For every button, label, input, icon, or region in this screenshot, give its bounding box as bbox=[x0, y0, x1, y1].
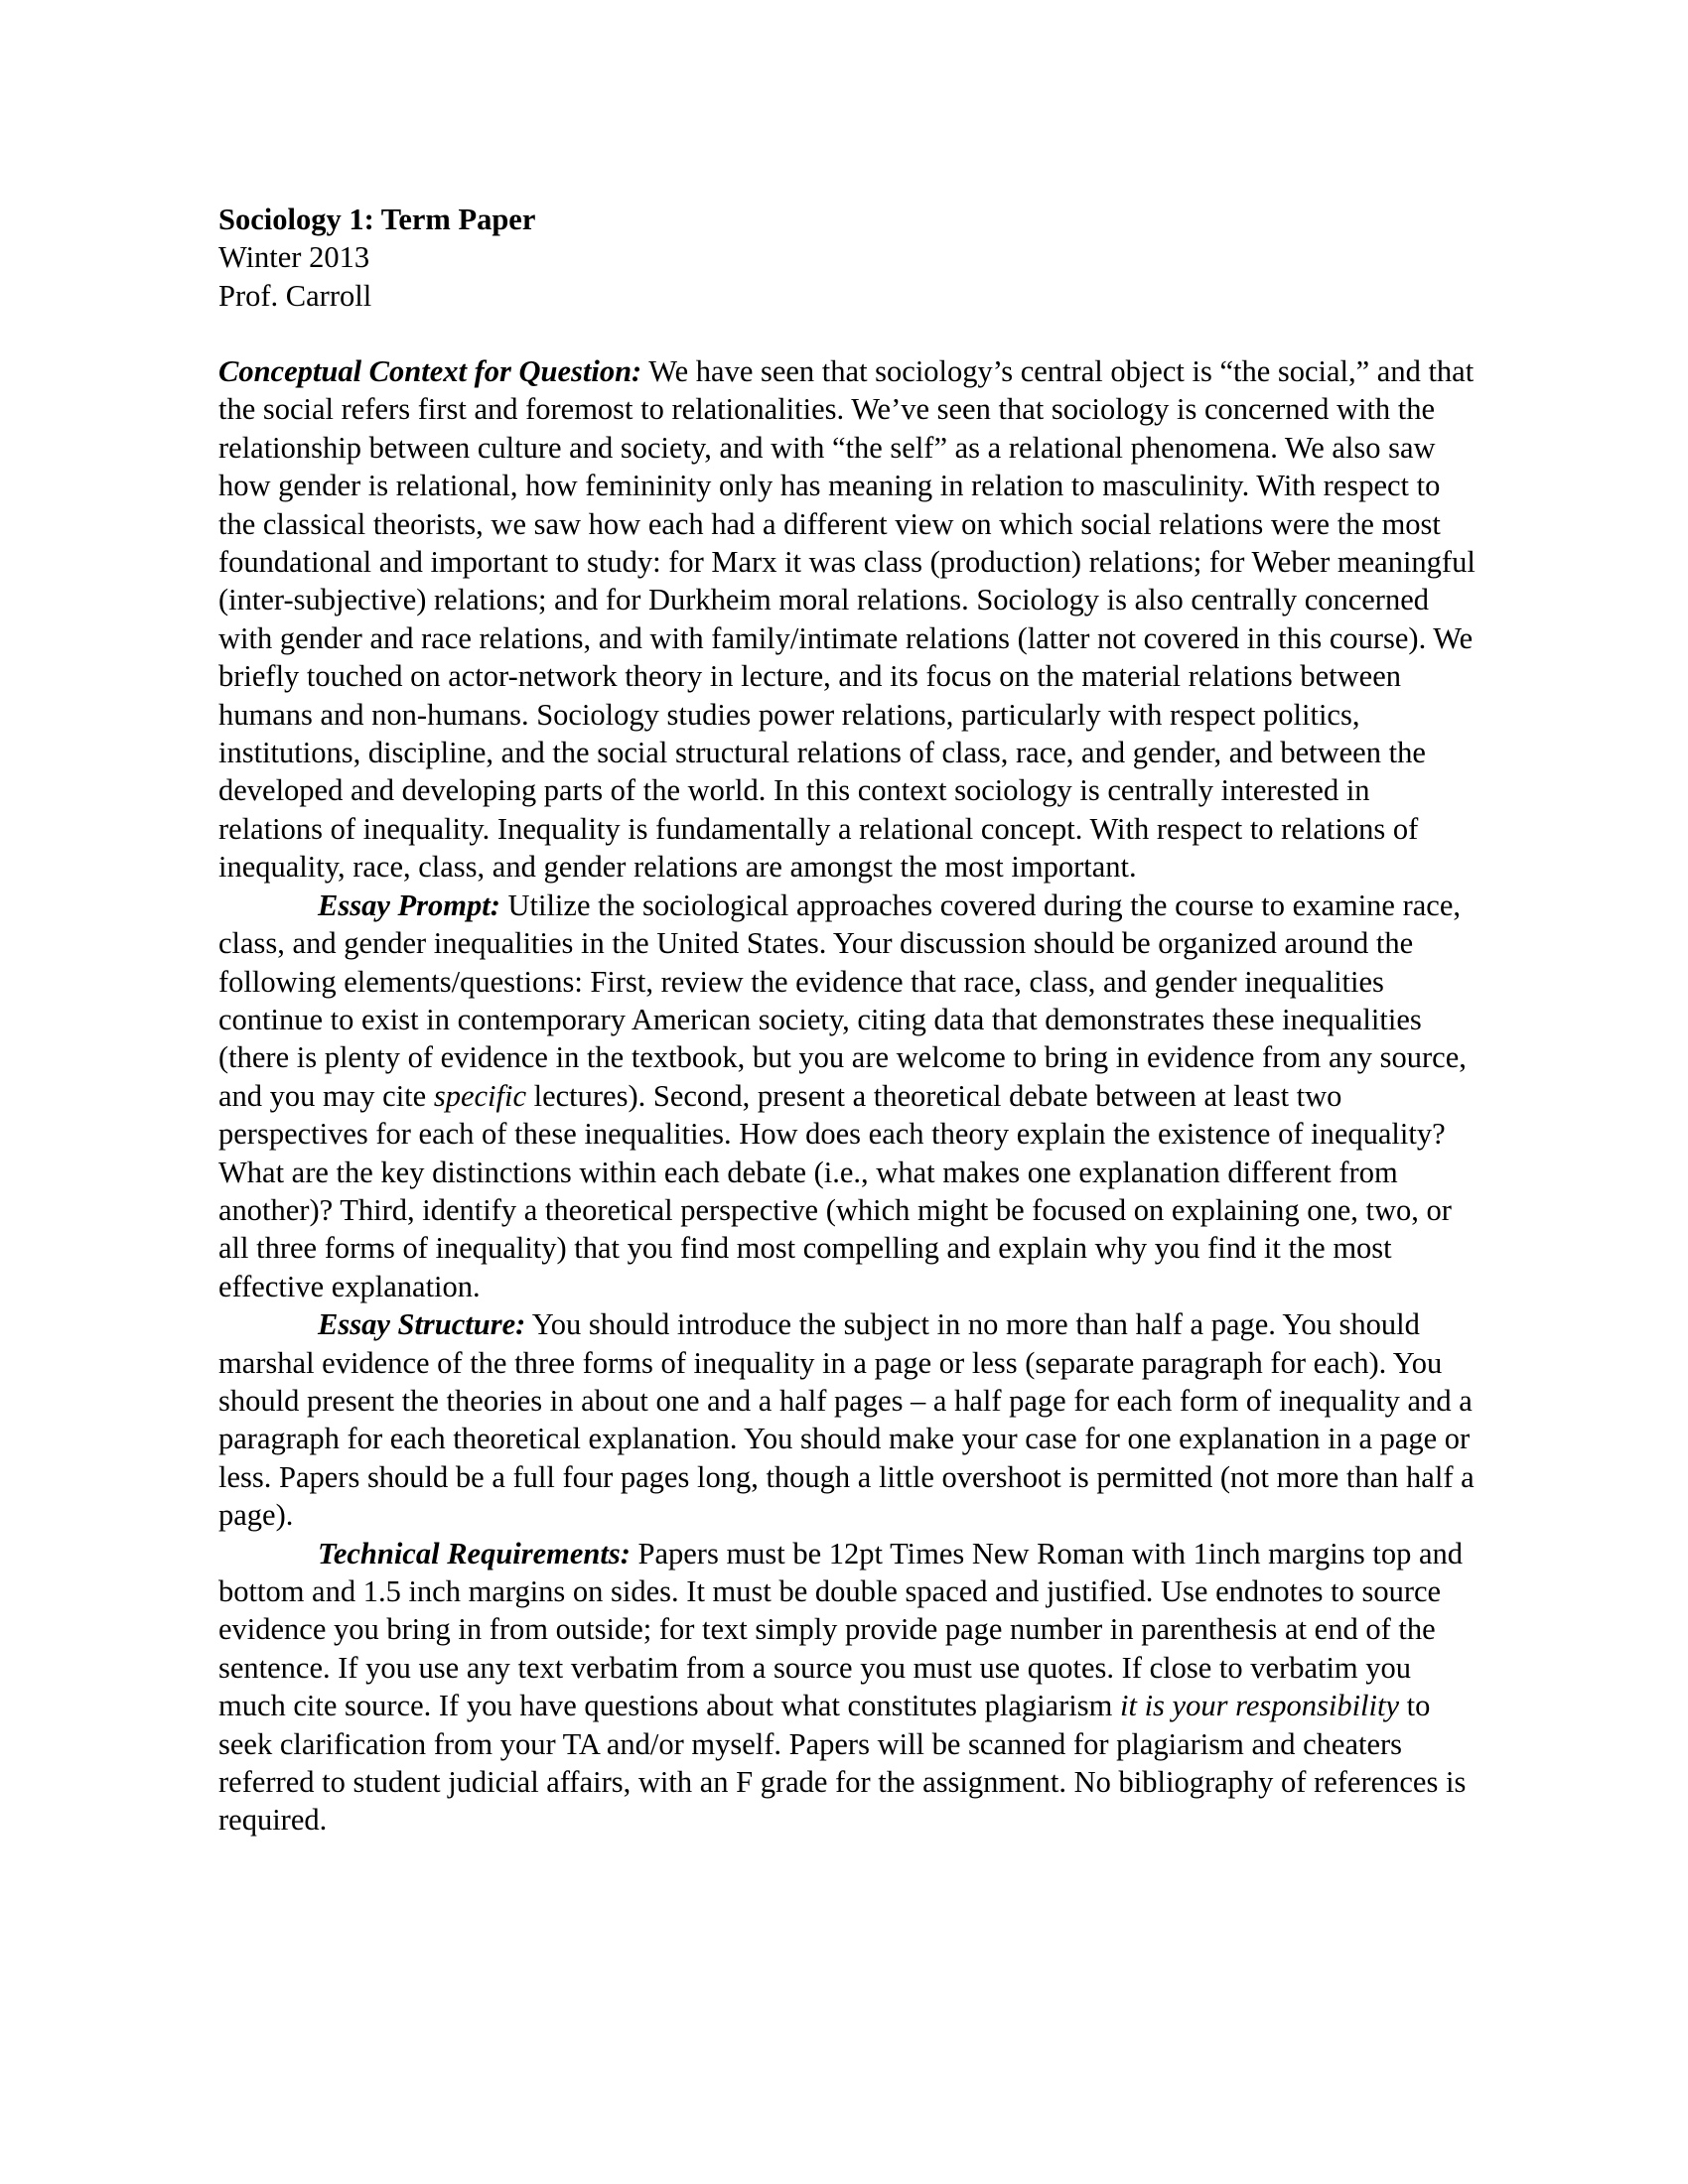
term-label: Winter 2013 bbox=[218, 240, 370, 275]
document-header bbox=[218, 201, 1479, 315]
essay-prompt-text-part2: lectures). Second, present a theoretical debate between at least two perspectives for each of these inequalities. How does each theory explain the existence of inequality? What are the key distinctions within each debate (i.e., what makes one explanation different from another)? Third, identify a theoretical perspective (which might be focused on explaining one, two, or all three forms of inequality) that you find most compelling and explain why you find it the most effective explanation. bbox=[218, 1078, 1452, 1303]
assignment-body bbox=[218, 352, 1479, 1840]
essay-prompt-paragraph bbox=[218, 887, 1479, 1305]
essay-prompt-label: Essay Prompt: bbox=[318, 887, 500, 922]
essay-prompt-text-part1: Utilize the sociological approaches covered during the course to examine race, class, and gender inequalities in the United States. Your discussion should be organized around the following elements/questions: First, review the evidence that race, class, and gender inequalities continue to exist in contemporary American society, citing data that demonstrates these inequalities (there is plenty of evidence in the textbook, but you are welcome to bring in evidence from any source, and you may cite bbox=[218, 887, 1467, 1113]
conceptual-context-label: Conceptual Context for Question: bbox=[218, 354, 642, 388]
course-title: Sociology 1: Term Paper bbox=[218, 203, 536, 236]
essay-prompt-emphasis: specific bbox=[433, 1078, 526, 1113]
essay-structure-label: Essay Structure: bbox=[318, 1307, 526, 1342]
essay-structure-text: You should introduce the subject in no more than half a page. You should marshal evidence of the three forms of inequality in a page or less (separate paragraph for each). You should present the theories in about one and a half pages – a half page for each form of inequality and a paragraph for each theoretical explanation. You should make your case for one explanation in a page or less. Papers should be a full four pages long, though a little overshoot is permitted (not more than half a page). bbox=[218, 1307, 1475, 1533]
conceptual-context-paragraph bbox=[218, 352, 1479, 887]
technical-requirements-text-part1: Papers must be 12pt Times New Roman with 1inch margins top and bottom and 1.5 inch margins on sides. It must be double spaced and justified. Use endnotes to source evidence you bring in from outside; for text simply provide page number in parenthesis at end of the sentence. If you use any text verbatim from a source you must use quotes. If close to verbatim you much cite source. If you have questions about what constitutes plagiarism bbox=[218, 1536, 1464, 1723]
essay-structure-paragraph bbox=[218, 1305, 1479, 1534]
technical-requirements-emphasis: it is your responsibility bbox=[1120, 1689, 1400, 1723]
technical-requirements-text-part2: to seek clarification from your TA and/or myself. Papers will be scanned for plagiarism and cheaters referred to student judicial affairs, with an F grade for the assignment. No bibliography of references is required. bbox=[218, 1689, 1467, 1838]
technical-requirements-paragraph bbox=[218, 1535, 1479, 1840]
instructor-name: Prof. Carroll bbox=[218, 278, 372, 313]
conceptual-context-text: We have seen that sociology’s central object is “the social,” and that the social refers first and foremost to relationalities. We’ve seen that sociology is concerned with the relationship between culture and society, and with “the self” as a relational phenomena. We also saw how gender is relational, how femininity only has meaning in relation to masculinity. With respect to the classical theorists, we saw how each had a different view on which social relations were the most foundational and important to study: for Marx it was class (production) relations; for Weber meaningful (inter-subjective) relations; and for Durkheim moral relations. Sociology is also centrally concerned with gender and race relations, and with family/intimate relations (latter not covered in this course). We briefly touched on actor-network theory in lecture, and its focus on the material relations between humans and non-humans. Sociology studies power relations, particularly with respect politics, institutions, discipline, and the social structural relations of class, race, and gender, and between the developed and developing parts of the world. In this context sociology is centrally interested in relations of inequality. Inequality is fundamentally a relational concept. With respect to relations of inequality, race, class, and gender relations are amongst the most important. bbox=[218, 354, 1476, 885]
technical-requirements-label: Technical Requirements: bbox=[318, 1536, 631, 1570]
